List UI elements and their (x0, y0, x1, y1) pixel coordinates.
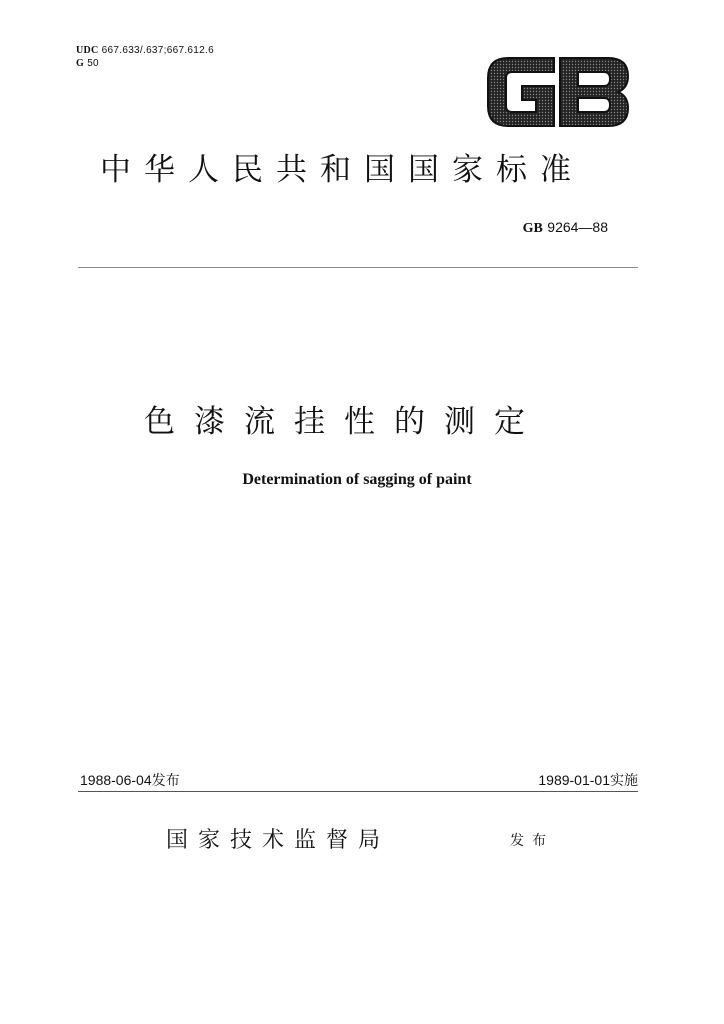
logo-letter-b (560, 58, 628, 126)
date-divider (78, 791, 638, 792)
national-standard-title: 中华人民共和国国家标准 (100, 152, 584, 188)
document-title-english: Determination of sagging of paint (242, 471, 472, 488)
document-title-chinese: 色漆流挂性的测定 (144, 404, 544, 440)
implementation-date: 1989-01-01实施 (538, 772, 638, 788)
udc-code: 667.633/.637;667.612.6 (101, 45, 214, 56)
standard-code: 9264—88 (547, 219, 608, 235)
class-code: 50 (87, 58, 99, 69)
class-label: G (76, 58, 85, 69)
standard-number (523, 218, 608, 238)
classification-header (76, 44, 214, 70)
gb-logo (484, 54, 632, 130)
class-line (76, 57, 214, 70)
issue-date: 1988-06-04发布 (80, 772, 180, 788)
udc-line (76, 44, 214, 57)
standard-prefix: GB (522, 221, 543, 236)
publish-label: 发布 (510, 833, 554, 849)
logo-letter-g (488, 58, 554, 126)
issuing-authority: 国家技术监督局 (166, 828, 391, 853)
header-divider (78, 267, 638, 268)
udc-label: UDC (76, 45, 99, 56)
